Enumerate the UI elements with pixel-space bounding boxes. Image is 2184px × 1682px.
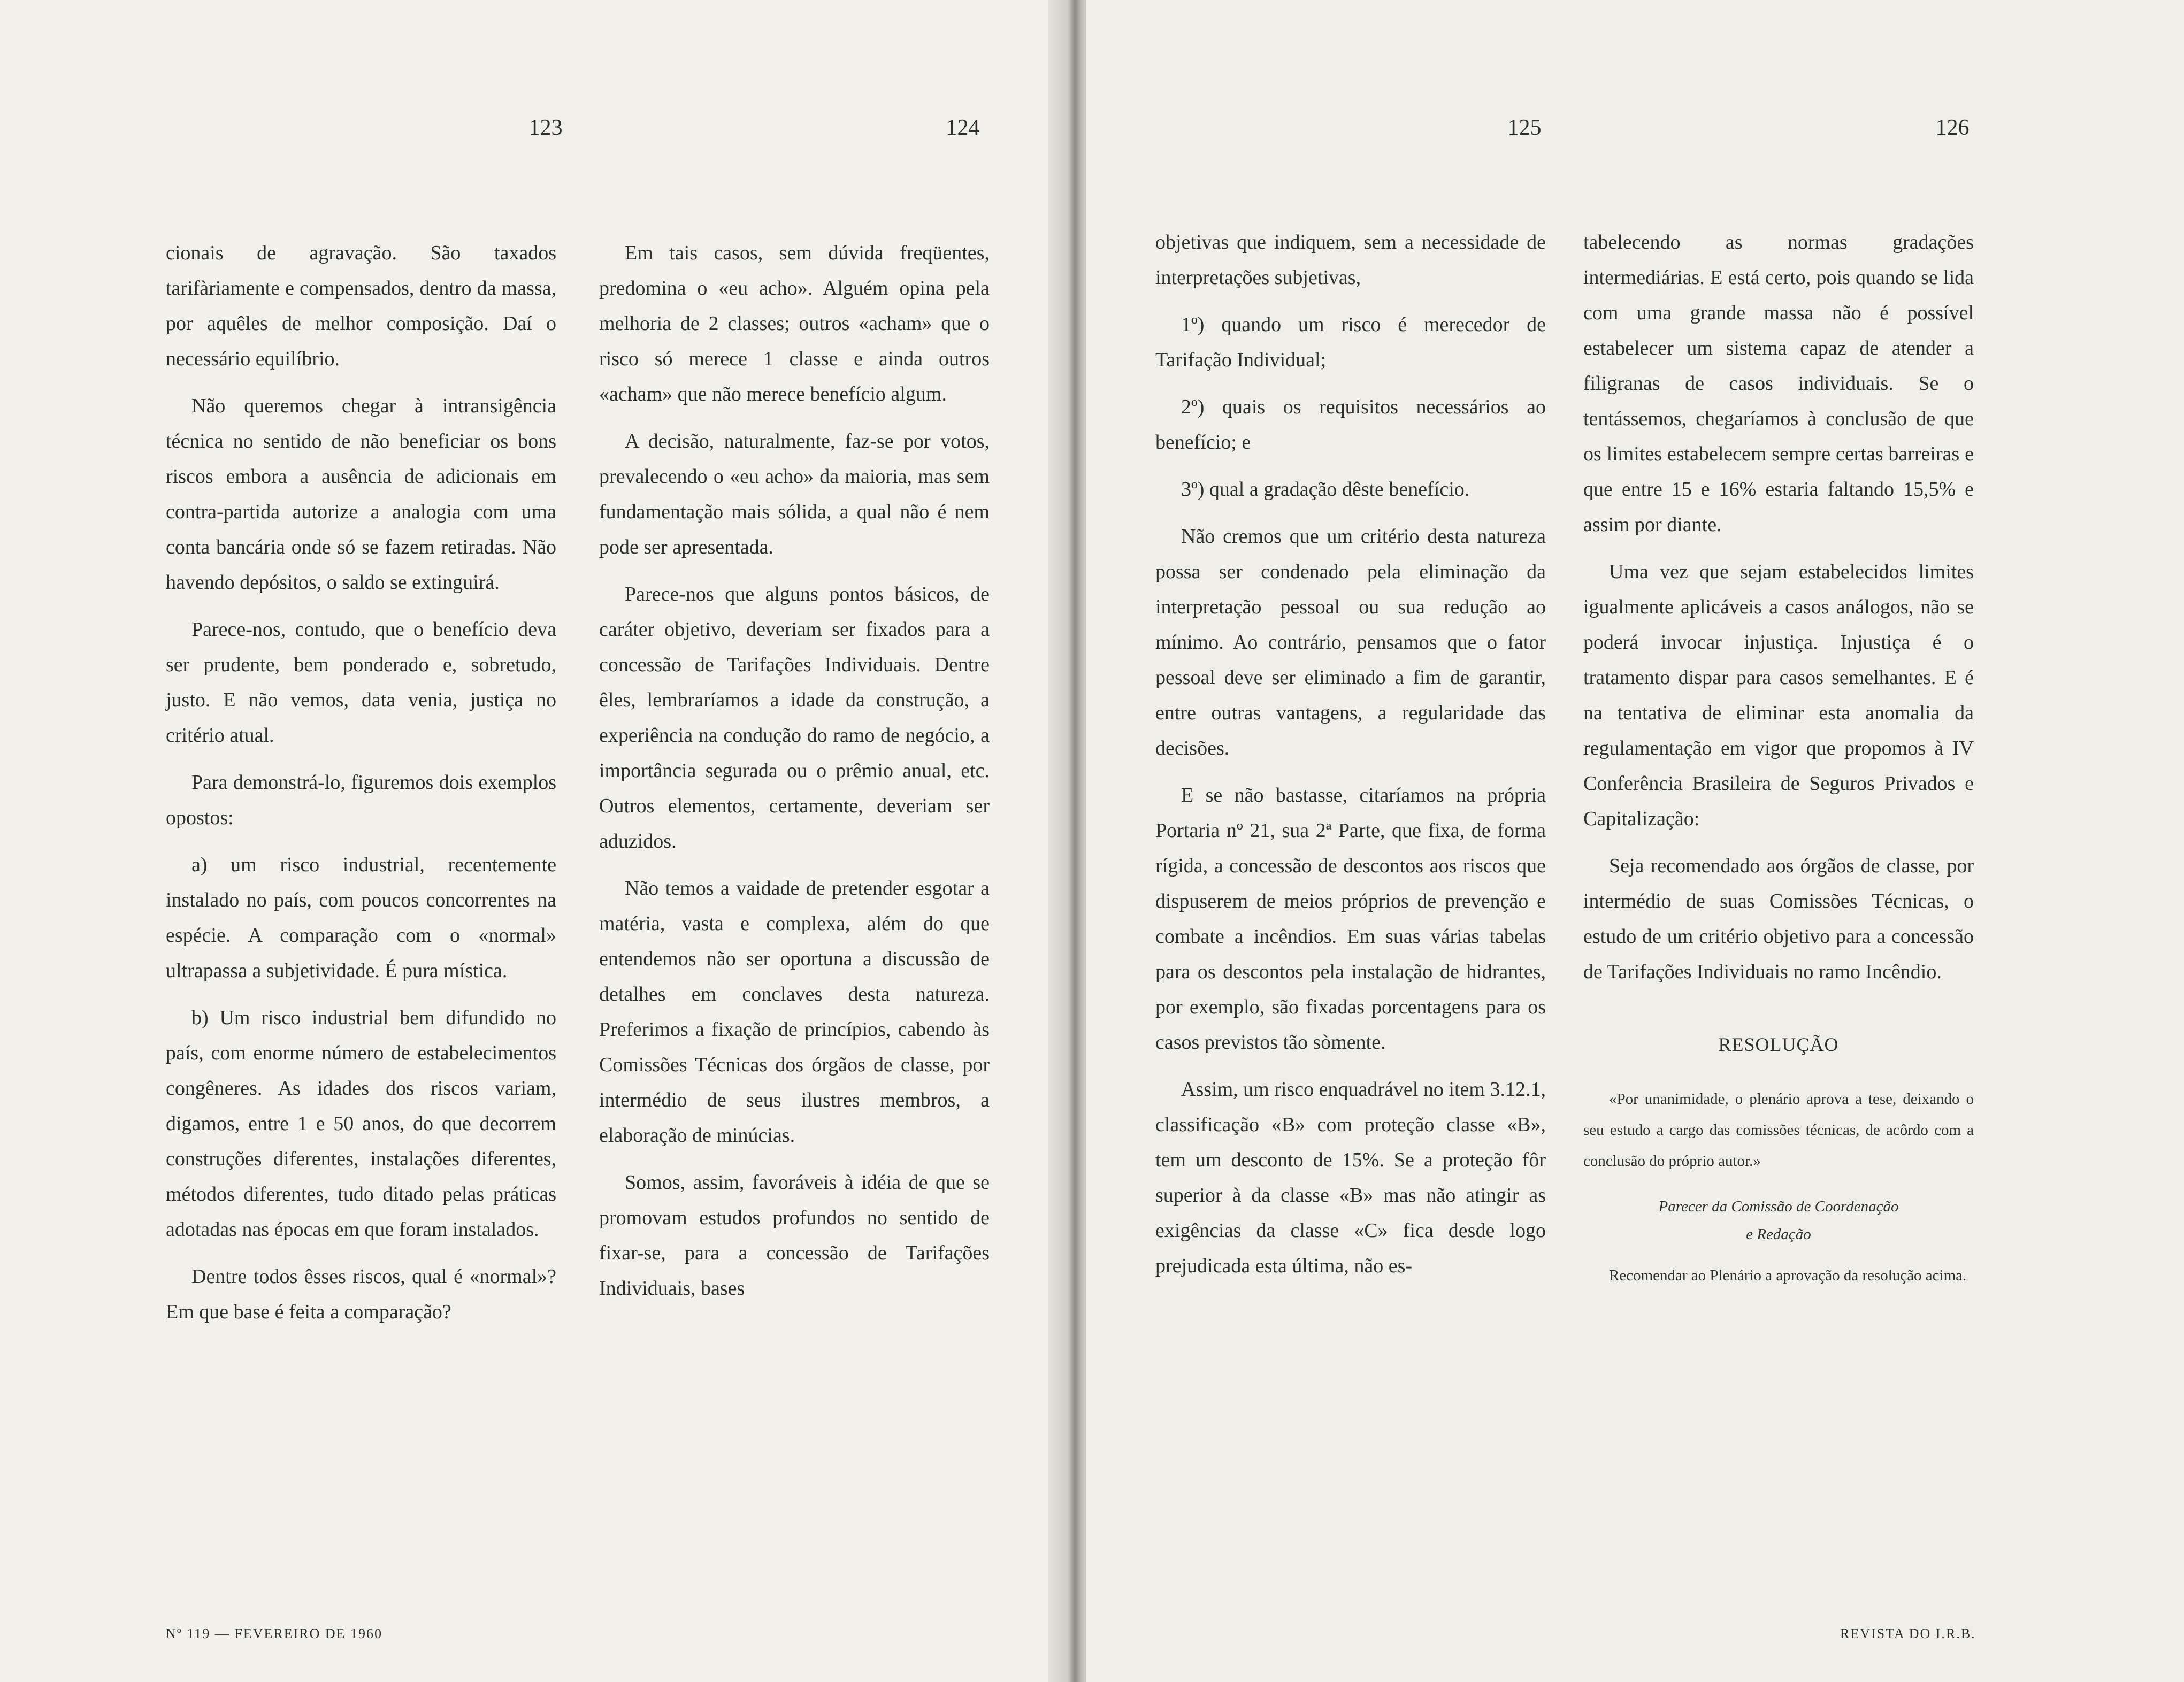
opinion-text: Recomendar ao Plenário a aprovação da resolução acima.: [1609, 1267, 1967, 1284]
paragraph: Em tais casos, sem dúvida freqüentes, predomina o «eu acho». Alguém opina pela melhoria de 2 classes; outros «acham» que o risco só merece 1 classe e ainda outros «acham» que não merece benefício algum.: [599, 242, 990, 405]
resolution-text: «Por unanimidade, o plenário aprova a tese, deixando o seu estudo a cargo das comissões técnicas, de acôrdo com a conclusão do próprio autor.»: [1583, 1090, 1974, 1170]
page-126-column: [1583, 225, 1974, 1303]
paragraph: Assim, um risco enquadrável no item 3.12.1, classificação «B» com proteção classe «B», tem um desconto de 15%. Se a proteção fôr superior à da classe «B» mas não atingir as exigências da classe «C» fica desde logo prejudicada esta última, não es-: [1155, 1078, 1546, 1277]
opinion-heading-line2: e Redação: [1746, 1226, 1811, 1243]
paragraph: Parece-nos, contudo, que o benefício deva ser prudente, bem ponderado e, sobretudo, justo. E não vemos, data venia, justiça no critério atual.: [166, 618, 556, 747]
paragraph: tabelecendo as normas gradações intermediárias. E está certo, pois quando se lida com uma grande massa não é possível estabelecer um sistema capaz de atender a filigranas de casos individuais. Se o tentássemos, chegaríamos à conclusão de que os limites estabelecem sempre certas barreiras e que entre 15 e 16% estaria faltando 15,5% e assim por diante.: [1583, 231, 1974, 536]
paragraph: Para demonstrá-lo, figuremos dois exemplos opostos:: [166, 771, 556, 829]
paragraph: Seja recomendado aos órgãos de classe, por intermédio de suas Comissões Técnicas, o estudo de um critério objetivo para a concessão de Tarifações Individuais no ramo Incêndio.: [1583, 855, 1974, 983]
paragraph: 2º) quais os requisitos necessários ao benefício; e: [1155, 396, 1546, 454]
paragraph: 3º) qual a gradação dêste benefício.: [1181, 478, 1470, 501]
paragraph: cionais de agravação. São taxados tarifàriamente e compensados, dentro da massa, por aquêles de melhor composição. Daí o necessário equilíbrio.: [166, 242, 556, 370]
paragraph: 1º) quando um risco é merecedor de Tarifação Individual;: [1155, 313, 1546, 371]
paragraph: A decisão, naturalmente, faz-se por votos, prevalecendo o «eu acho» da maioria, mas sem fundamentação mais sólida, a qual não é nem pode ser apresentada.: [599, 430, 990, 558]
page-125-column: [1155, 225, 1546, 1295]
paragraph: Parece-nos que alguns pontos básicos, de caráter objetivo, deveriam ser fixados para a concessão de Tarifações Individuais. Dentre êles, lembraríamos a idade da construção, a experiência na condução do ramo de negócio, a importância segurada ou o prêmio anual, etc. Outros elementos, certamente, deveriam ser aduzidos.: [599, 583, 990, 852]
paragraph: Dentre todos êsses riscos, qual é «normal»? Em que base é feita a comparação?: [166, 1265, 556, 1323]
page-number: 125: [1507, 116, 1542, 140]
page-124-column: [599, 235, 990, 1318]
right-sheet: [1086, 0, 2184, 1682]
paragraph: a) um risco industrial, recentemente instalado no país, com poucos concorrentes na espécie. A comparação com o «normal» ultrapassa a subjetividade. É pura mística.: [166, 854, 556, 982]
paragraph: E se não bastasse, citaríamos na própria Portaria nº 21, sua 2ª Parte, que fixa, de forma rígida, a concessão de descontos aos riscos que dispuserem de meios próprios de prevenção e combate a incêndios. Em suas várias tabelas para os descontos pela instalação de hidrantes, por exemplo, são fixadas porcentagens para os casos previstos tão sòmente.: [1155, 784, 1546, 1054]
paragraph: Uma vez que sejam estabelecidos limites igualmente aplicáveis a casos análogos, não se poderá invocar injustiça. Injustiça é o tratamento dispar para casos semelhantes. E é na tentativa de eliminar esta anomalia da regulamentação em vigor que propomos à IV Conferência Brasileira de Seguros Privados e Capitalização:: [1583, 560, 1974, 830]
page-footer: REVISTA DO I.R.B.: [1840, 1626, 1976, 1641]
opinion-heading: Parecer da Comissão de Coordenação: [1658, 1198, 1899, 1215]
paragraph: Somos, assim, favoráveis à idéia de que se promovam estudos profundos no sentido de fixar-se, para a concessão de Tarifações Individuais, bases: [599, 1171, 990, 1300]
paragraph: Não queremos chegar à intransigência técnica no sentido de não beneficiar os bons riscos embora a ausência de adicionais em contra-partida autorize a analogia com uma conta bancária onde só se fazem retiradas. Não havendo depósitos, o saldo se extinguirá.: [166, 395, 556, 594]
page-123-column: [166, 235, 556, 1341]
paragraph: Não temos a vaidade de pretender esgotar a matéria, vasta e complexa, além do que entendemos não ser oportuna a discussão de detalhes em conclaves desta natureza. Preferimos a fixação de princípios, cabendo às Comissões Técnicas dos órgãos de classe, por intermédio de seus ilustres membros, a elaboração de minúcias.: [599, 877, 990, 1147]
paragraph: objetivas que indiquem, sem a necessidade de interpretações subjetivas,: [1155, 231, 1546, 289]
resolution-heading: RESOLUÇÃO: [1718, 1034, 1839, 1055]
page-number: 123: [528, 116, 563, 140]
page-number: 126: [1935, 116, 1970, 140]
page-footer: Nº 119 — FEVEREIRO DE 1960: [166, 1626, 383, 1641]
page-number: 124: [946, 116, 980, 140]
paragraph: Não cremos que um critério desta natureza possa ser condenado pela eliminação da interpretação pessoal ou sua redução ao mínimo. Ao contrário, pensamos que o fator pessoal deve ser eliminado a fim de garantir, entre outras vantagens, a regularidade das decisões.: [1155, 525, 1546, 759]
left-sheet: [0, 0, 1075, 1682]
paragraph: b) Um risco industrial bem difundido no país, com enorme número de estabelecimentos congêneres. As idades dos riscos variam, digamos, entre 1 e 50 anos, do que decorrem construções diferentes, instalações diferentes, métodos diferentes, tudo ditado pelas práticas adotadas nas épocas em que foram instalados.: [166, 1007, 556, 1241]
